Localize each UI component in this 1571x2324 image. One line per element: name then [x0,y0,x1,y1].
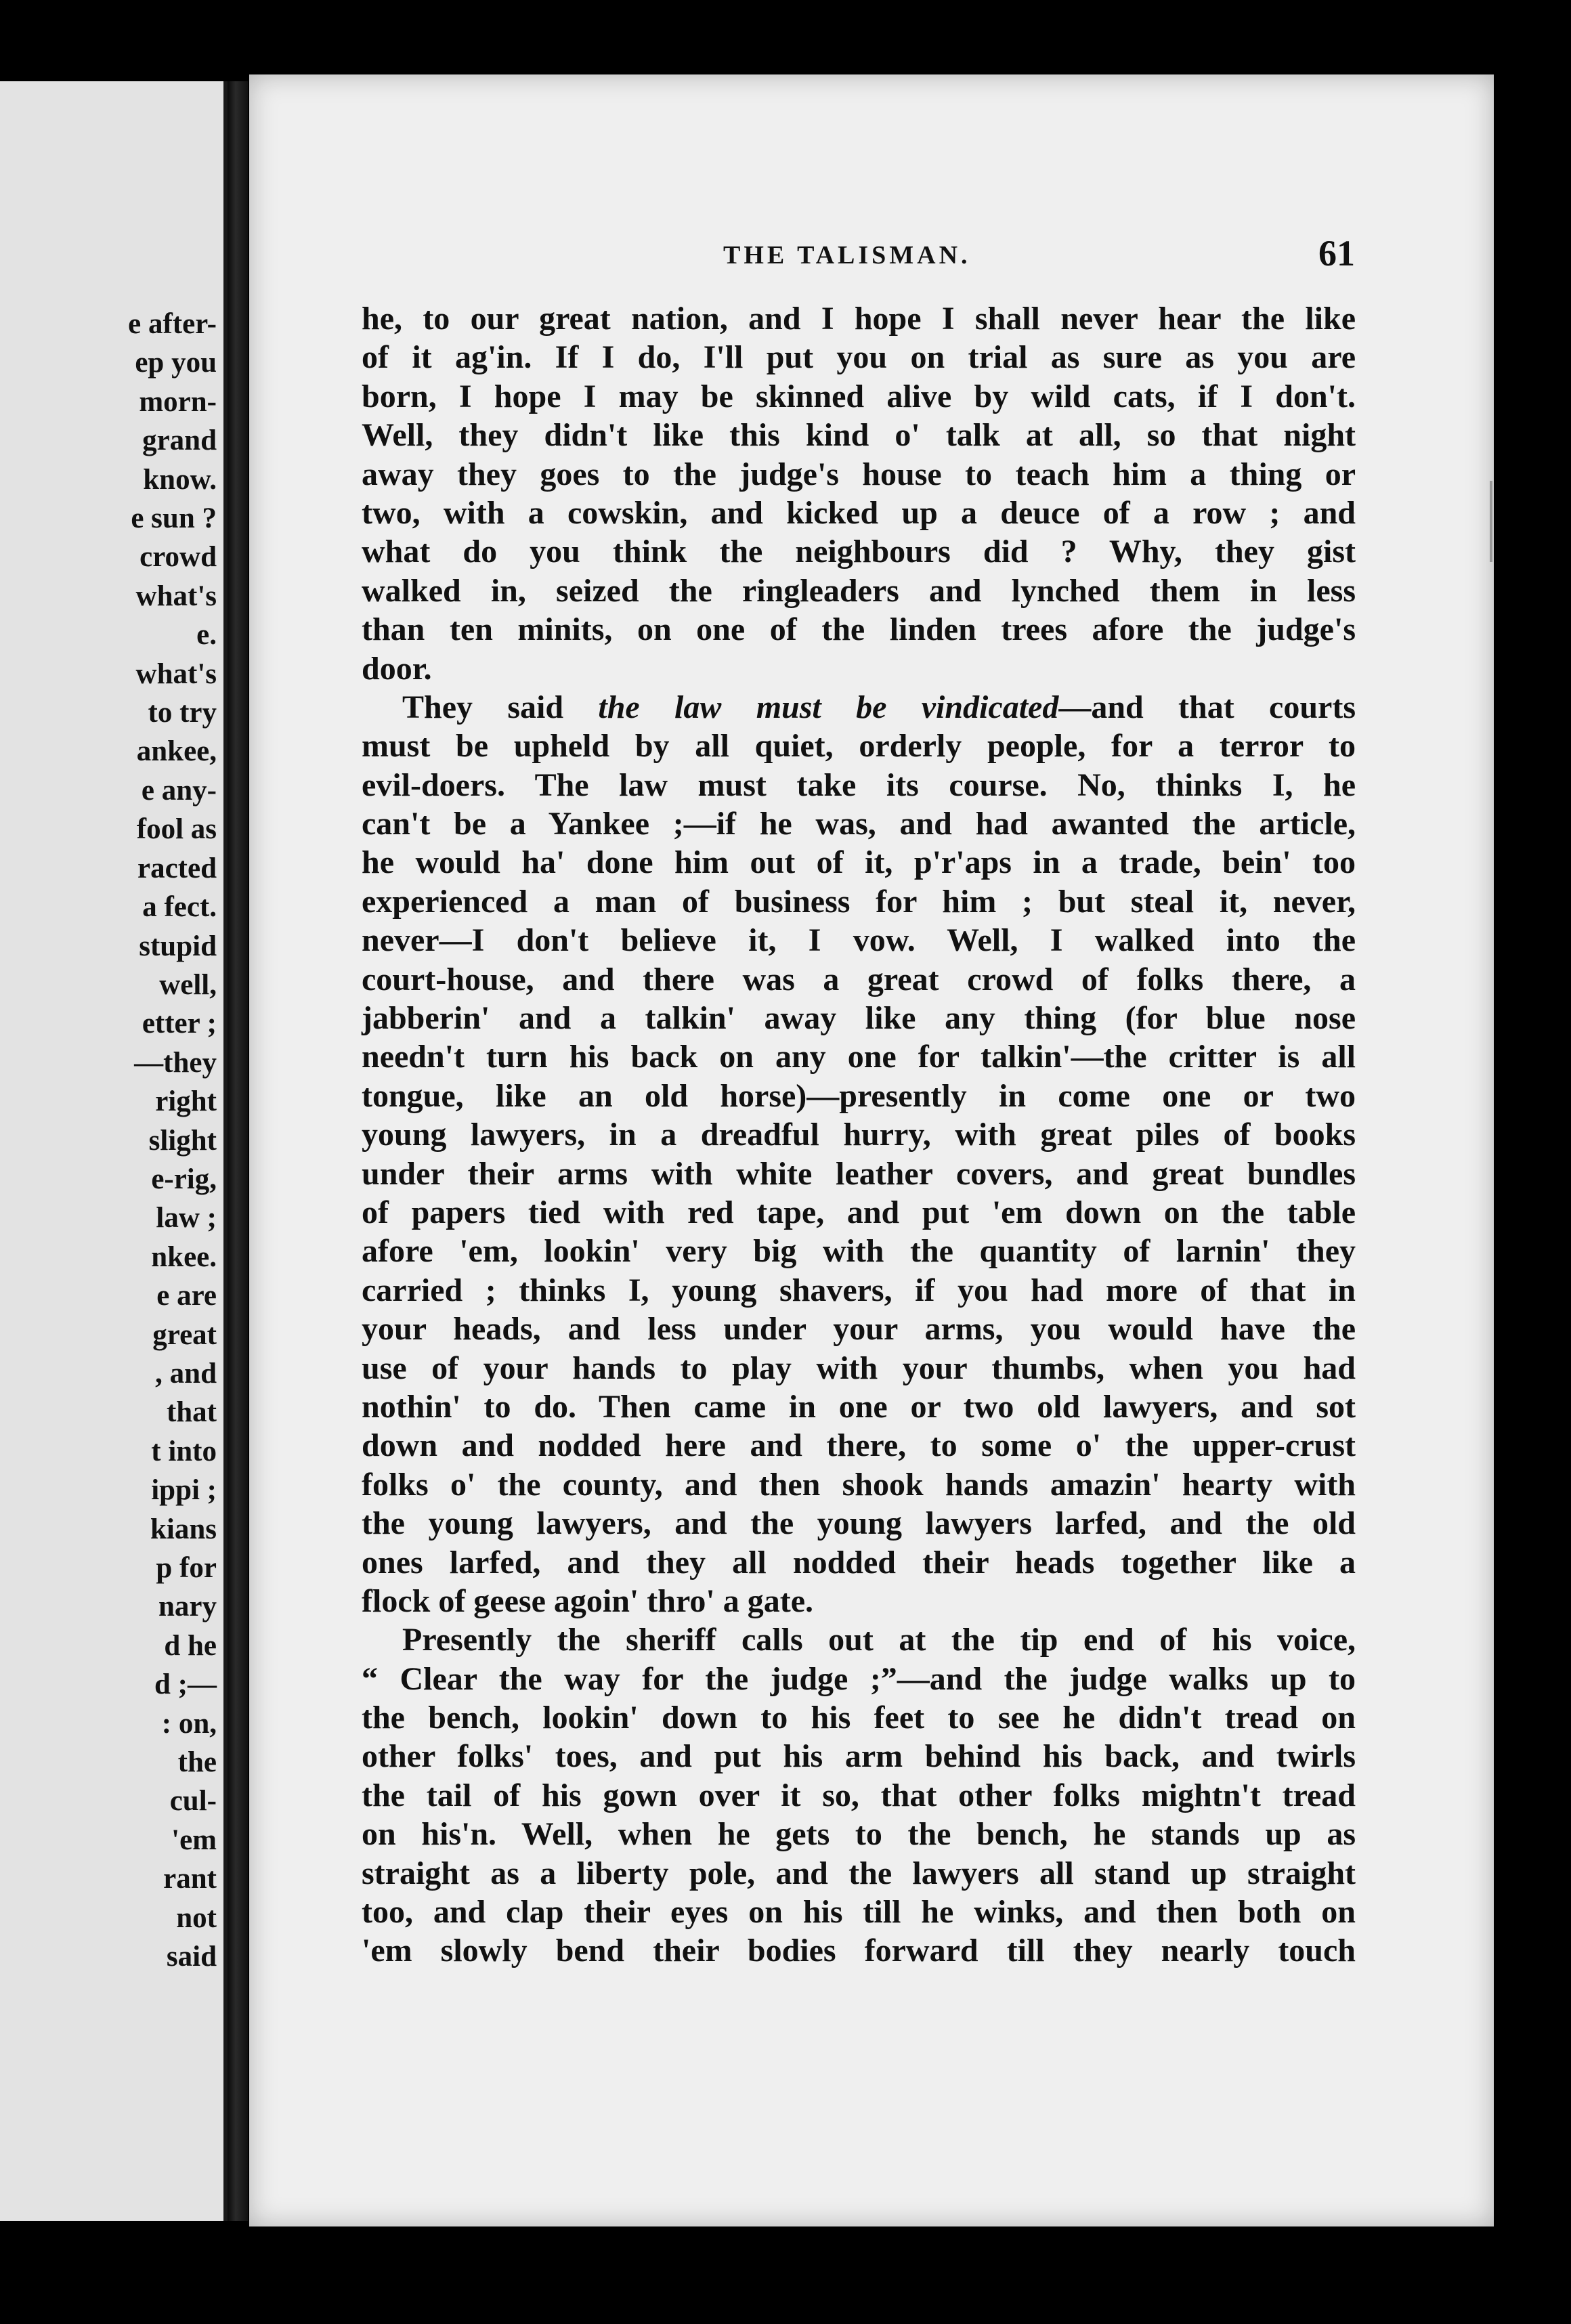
main-page [249,74,1494,2226]
left-line: ippi ; [151,1474,217,1507]
text-line: use of your hands to play with your thumbs, when you had [362,1350,1356,1386]
left-facing-page [0,81,228,2221]
text-line: experienced a man of business for him ; but steal it, never, [362,883,1356,920]
left-line: fool as [136,813,217,846]
left-line: cul- [169,1785,217,1817]
left-line: nkee. [151,1241,217,1273]
text-line: the young lawyers, and the young lawyers larfed, and the old [362,1505,1356,1542]
left-line: that [166,1396,217,1429]
left-line: stupid [139,930,217,962]
text-line: born, I hope I may be skinned alive by wild cats, if I don't. [362,378,1356,414]
left-line: d he [164,1629,217,1662]
left-line: e after- [128,308,217,340]
text-line: than ten minits, on one of the linden trees afore the judge's [362,611,1356,648]
left-page-text [14,305,217,1976]
left-line: : on, [161,1707,217,1740]
running-head-title: THE TALISMAN. [723,241,971,270]
left-line: law ; [156,1202,217,1234]
left-line: the [177,1746,217,1779]
left-line: e sun ? [131,502,217,535]
text-line: he would ha' done him out of it, p'r'aps in a trade, bein' too [362,844,1356,881]
text-line: your heads, and less under your arms, you would have the [362,1311,1356,1348]
text-line: he, to our great nation, and I hope I shall never hear the like [362,301,1356,337]
left-line: grand [142,425,217,457]
text-line: down and nodded here and there, to some o' the upper-crust [362,1427,1356,1464]
left-line: a fect. [142,891,217,924]
text-line: away they goes to the judge's house to teach him a thing or [362,456,1356,492]
left-line: e are [156,1280,217,1312]
left-line: —they [134,1046,217,1079]
left-line: not [176,1901,217,1934]
text-line: of papers tied with red tape, and put 'em down on the table [362,1194,1356,1230]
text-line: the bench, lookin' down to his feet to see he didn't tread on [362,1700,1356,1736]
left-line: etter ; [142,1008,217,1040]
text-line: jabberin' and a talkin' away like any thing (for blue nose [362,1000,1356,1037]
text-line: Presently the sheriff calls out at the tip end of his voice, [402,1622,1356,1658]
text-line: needn't turn his back on any one for talkin'—the critter is all [362,1039,1356,1075]
text-line: “ Clear the way for the judge ;”—and the judge walks up to [362,1660,1356,1697]
text-line: flock of geese agoin' thro' a gate. [362,1583,814,1619]
left-line: t into [151,1435,217,1467]
left-line: right [155,1085,217,1118]
text-line: ones larfed, and they all nodded their heads together like a [362,1544,1356,1580]
text-line: Well, they didn't like this kind o' talk at all, so that night [362,417,1356,454]
book-gutter [228,81,248,2221]
text-line: evil-doers. The law must take its course. No, thinks I, he [362,767,1356,803]
text-line: folks o' the county, and then shook hands amazin' hearty with [362,1466,1356,1503]
text-line: young lawyers, in a dreadful hurry, with great piles of books [362,1117,1356,1153]
text-line: too, and clap their eyes on his till he winks, and then both on [362,1894,1356,1931]
page-edge-mark [1490,481,1492,562]
text-line: never—I don't believe it, I vow. Well, I walked into the [362,922,1356,959]
left-line: , and [155,1357,217,1390]
text-line: door. [362,650,432,687]
text-fragment: They said [402,689,564,725]
left-line: e any- [141,774,217,806]
text-line: of it ag'in. If I do, I'll put you on trial as sure as you are [362,339,1356,376]
text-line: the tail of his gown over it so, that other folks mightn't tread [362,1777,1356,1813]
text-line: nothin' to do. Then came in one or two old lawyers, and sot [362,1388,1356,1425]
text-line: under their arms with white leather covers, and great bundles [362,1155,1356,1192]
text-line: tongue, like an old horse)—presently in come one or two [362,1077,1356,1114]
left-line: rant [163,1863,217,1895]
text-line: can't be a Yankee ;—if he was, and had awanted the article, [362,806,1356,842]
text-line: carried ; thinks I, young shavers, if you had more of that in [362,1272,1356,1308]
left-line: well, [159,968,217,1001]
left-line: morn- [139,385,217,418]
left-line: kians [150,1513,217,1545]
left-line: said [166,1941,217,1973]
page-number: 61 [1318,233,1355,274]
left-line: e-rig, [151,1163,217,1195]
left-line: d ;— [154,1669,217,1701]
left-line: ep you [135,347,217,379]
left-line: know. [143,463,217,496]
left-line: slight [148,1124,217,1157]
left-line: e. [196,619,217,651]
left-line: nary [158,1591,217,1623]
text-line: straight as a liberty pole, and the lawyers all stand up straight [362,1855,1356,1891]
left-line: 'em [171,1824,217,1856]
running-head [249,233,1494,281]
left-line: crowd [139,541,217,574]
left-line: what's [135,658,217,690]
text-line: court-house, and there was a great crowd of folks there, a [362,961,1356,997]
text-line: 'em slowly bend their bodies forward till they nearly touch [362,1933,1356,1969]
text-line: must be upheld by all quiet, orderly people, for a terror to [362,728,1356,765]
italic-phrase: the law must be vindicated [598,689,1059,725]
text-line: two, with a cowskin, and kicked up a deuce of a row ; and [362,494,1356,531]
text-line: on his'n. Well, when he gets to the bench, he stands up as [362,1816,1356,1853]
text-fragment: —and that courts [1058,689,1356,725]
text-line: other folks' toes, and put his arm behind his back, and twirls [362,1738,1356,1775]
text-line: walked in, seized the ringleaders and lynched them in less [362,572,1356,609]
text-line: afore 'em, lookin' very big with the quantity of larnin' they [362,1233,1356,1270]
left-line: p for [156,1552,217,1584]
text-line: what do you think the neighbours did ? Why, they gist [362,534,1356,570]
text-line-emphasis [362,688,1356,727]
body-text [362,299,1356,1971]
left-line: ankee, [136,735,217,768]
left-line: great [152,1318,217,1351]
left-line: to try [148,697,217,729]
left-line: racted [137,852,217,884]
left-line: what's [135,580,217,612]
